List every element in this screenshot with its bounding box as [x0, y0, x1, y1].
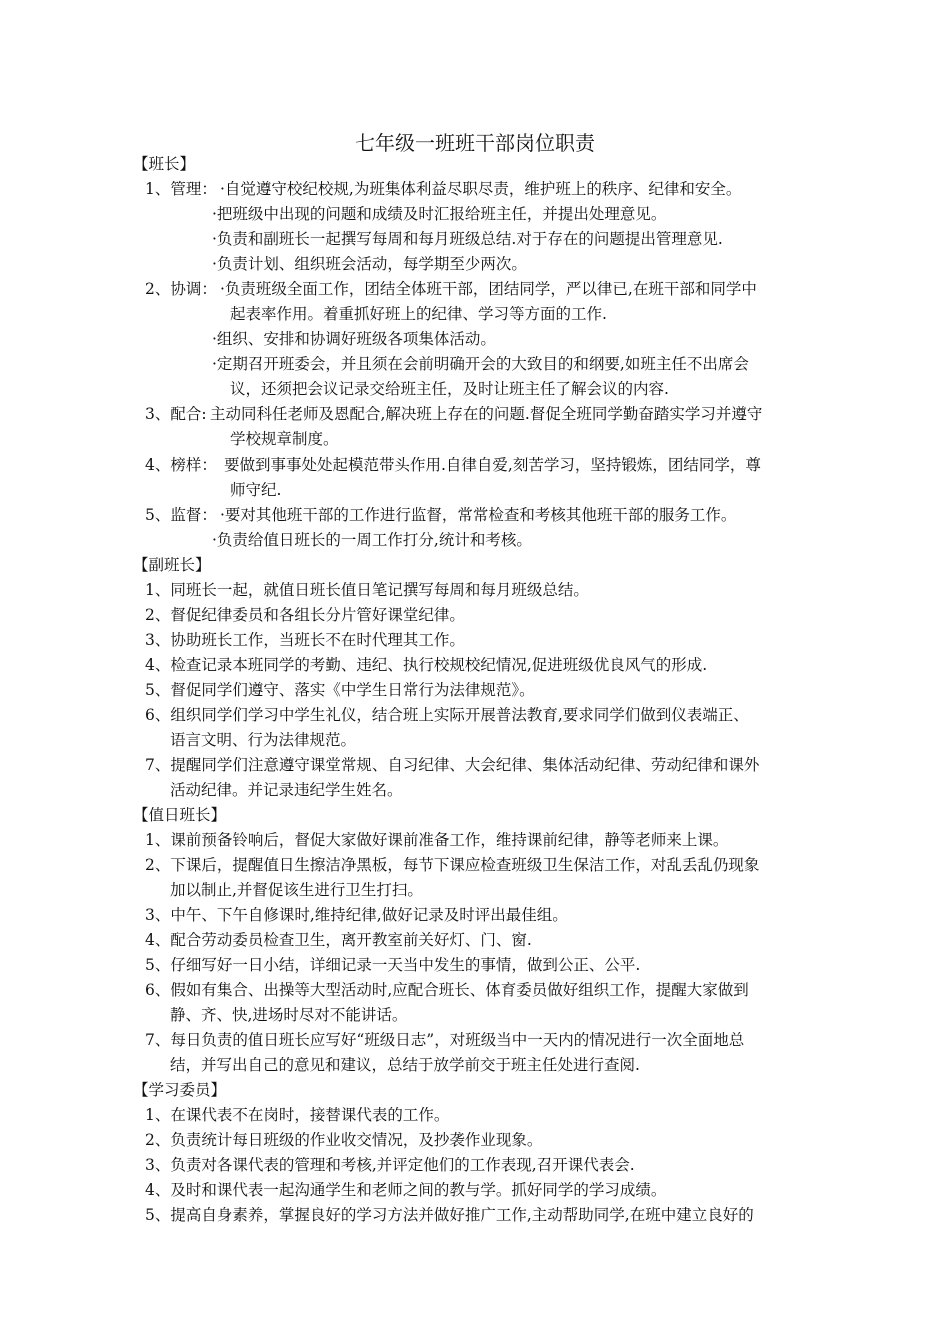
list-item: 6、组织同学们学习中学生礼仪，结合班上实际开展普法教育,要求同学们做到仪表端正、 — [145, 706, 749, 724]
list-item: 7、每日负责的值日班长应写好“班级日志”，对班级当中一天内的情况进行一次全面地总 — [145, 1031, 745, 1049]
list-item: 2、负责统计每日班级的作业收交情况，及抄袭作业现象。 — [145, 1131, 543, 1149]
list-item-continuation: 结，并写出自己的意见和建议，总结于放学前交于班主任处进行查阅. — [170, 1056, 640, 1074]
list-item: 2、下课后，提醒值日生擦洁净黑板，每节下课应检查班级卫生保洁工作，对乱丢乱仍现象 — [145, 856, 760, 874]
text-line: ·定期召开班委会，并且须在会前明确开会的大致目的和纲要,如班主任不出席会 — [212, 355, 749, 373]
item-label: 3、配合: — [145, 405, 207, 423]
text-line: ·组织、安排和协调好班级各项集体活动。 — [212, 330, 496, 348]
text-line: 师守纪. — [230, 481, 282, 499]
item-label: 5、监督： — [145, 506, 217, 524]
item-label: 2、协调： — [145, 280, 217, 298]
text-line: ·要对其他班干部的工作进行监督，常常检查和考核其他班干部的服务工作。 — [220, 506, 737, 524]
text-line: ·负责计划、组织班会活动，每学期至少两次。 — [212, 255, 527, 273]
list-item: 1、在课代表不在岗时，接替课代表的工作。 — [145, 1106, 450, 1124]
text-line: ·自觉遵守校纪校规,为班集体利益尽职尽责，维护班上的秩序、纪律和安全。 — [220, 180, 742, 198]
text-line: 主动同科任老师及恩配合,解决班上存在的问题.督促全班同学勤奋踏实学习并遵守 — [210, 405, 763, 423]
list-item: 5、提高自身素养，掌握良好的学习方法并做好推广工作,主动帮助同学,在班中建立良好的 — [145, 1206, 754, 1224]
list-item: 4、及时和课代表一起沟通学生和老师之间的教与学。抓好同学的学习成绩。 — [145, 1181, 667, 1199]
text-line: ·负责给值日班长的一周工作打分,统计和考核。 — [212, 531, 532, 549]
list-item: 3、负责对各课代表的管理和考核,并评定他们的工作表现,召开课代表会. — [145, 1156, 635, 1174]
list-item: 1、同班长一起，就值日班长值日笔记撰写每周和每月班级总结。 — [145, 581, 589, 599]
list-item: 4、配合劳动委员检查卫生，离开教室前关好灯、门、窗. — [145, 931, 532, 949]
text-line: ·负责和副班长一起撰写每周和每月班级总结.对于存在的问题提出管理意见. — [212, 230, 723, 248]
section-heading-study-committee: 【学习委员】 — [133, 1081, 227, 1099]
text-line: 起表率作用。着重抓好班上的纪律、学习等方面的工作. — [230, 305, 607, 323]
list-item: 5、督促同学们遵守、落实《中学生日常行为法律规范》。 — [145, 681, 535, 699]
text-line: ·把班级中出现的问题和成绩及时汇报给班主任，并提出处理意见。 — [212, 205, 667, 223]
list-item-continuation: 语言文明、行为法律规范。 — [170, 731, 357, 749]
list-item: 4、检查记录本班同学的考勤、违纪、执行校规校纪情况,促进班级优良风气的形成. — [145, 656, 708, 674]
document-title: 七年级一班班干部岗位职责 — [355, 131, 595, 155]
section-heading-monitor: 【班长】 — [133, 155, 196, 173]
item-label: 4、榜样： — [145, 456, 217, 474]
list-item: 6、假如有集合、出操等大型活动时,应配合班长、体育委员做好组织工作，提醒大家做到 — [145, 981, 749, 999]
list-item-continuation: 活动纪律。并记录违纪学生姓名。 — [170, 781, 403, 799]
text-line: 议，还须把会议记录交给班主任，及时让班主任了解会议的内容. — [230, 380, 669, 398]
text-line: 要做到事事处处起模范带头作用.自律自爱,刻苦学习，坚持锻炼，团结同学，尊 — [224, 456, 761, 474]
list-item-continuation: 加以制止,并督促该生进行卫生打扫。 — [170, 881, 423, 899]
list-item: 3、协助班长工作，当班长不在时代理其工作。 — [145, 631, 465, 649]
list-item: 3、中午、下午自修课时,维持纪律,做好记录及时评出最佳组。 — [145, 906, 568, 924]
list-item: 5、仔细写好一日小结，详细记录一天当中发生的事情，做到公正、公平. — [145, 956, 641, 974]
list-item-continuation: 静、齐、快,进场时尽对不能讲话。 — [170, 1006, 408, 1024]
text-line: 学校规章制度。 — [230, 430, 339, 448]
list-item: 7、提醒同学们注意遵守课堂常规、自习纪律、大会纪律、集体活动纪律、劳动纪律和课外 — [145, 756, 760, 774]
list-item: 2、督促纪律委员和各组长分片管好课堂纪律。 — [145, 606, 465, 624]
list-item: 1、课前预备铃响后，督促大家做好课前准备工作，维持课前纪律，静等老师来上课。 — [145, 831, 729, 849]
text-line: ·负责班级全面工作，团结全体班干部，团结同学，严以律已,在班干部和同学中 — [220, 280, 757, 298]
section-heading-duty-monitor: 【值日班长】 — [133, 806, 227, 824]
section-heading-vice-monitor: 【副班长】 — [133, 556, 211, 574]
item-label: 1、管理： — [145, 180, 217, 198]
